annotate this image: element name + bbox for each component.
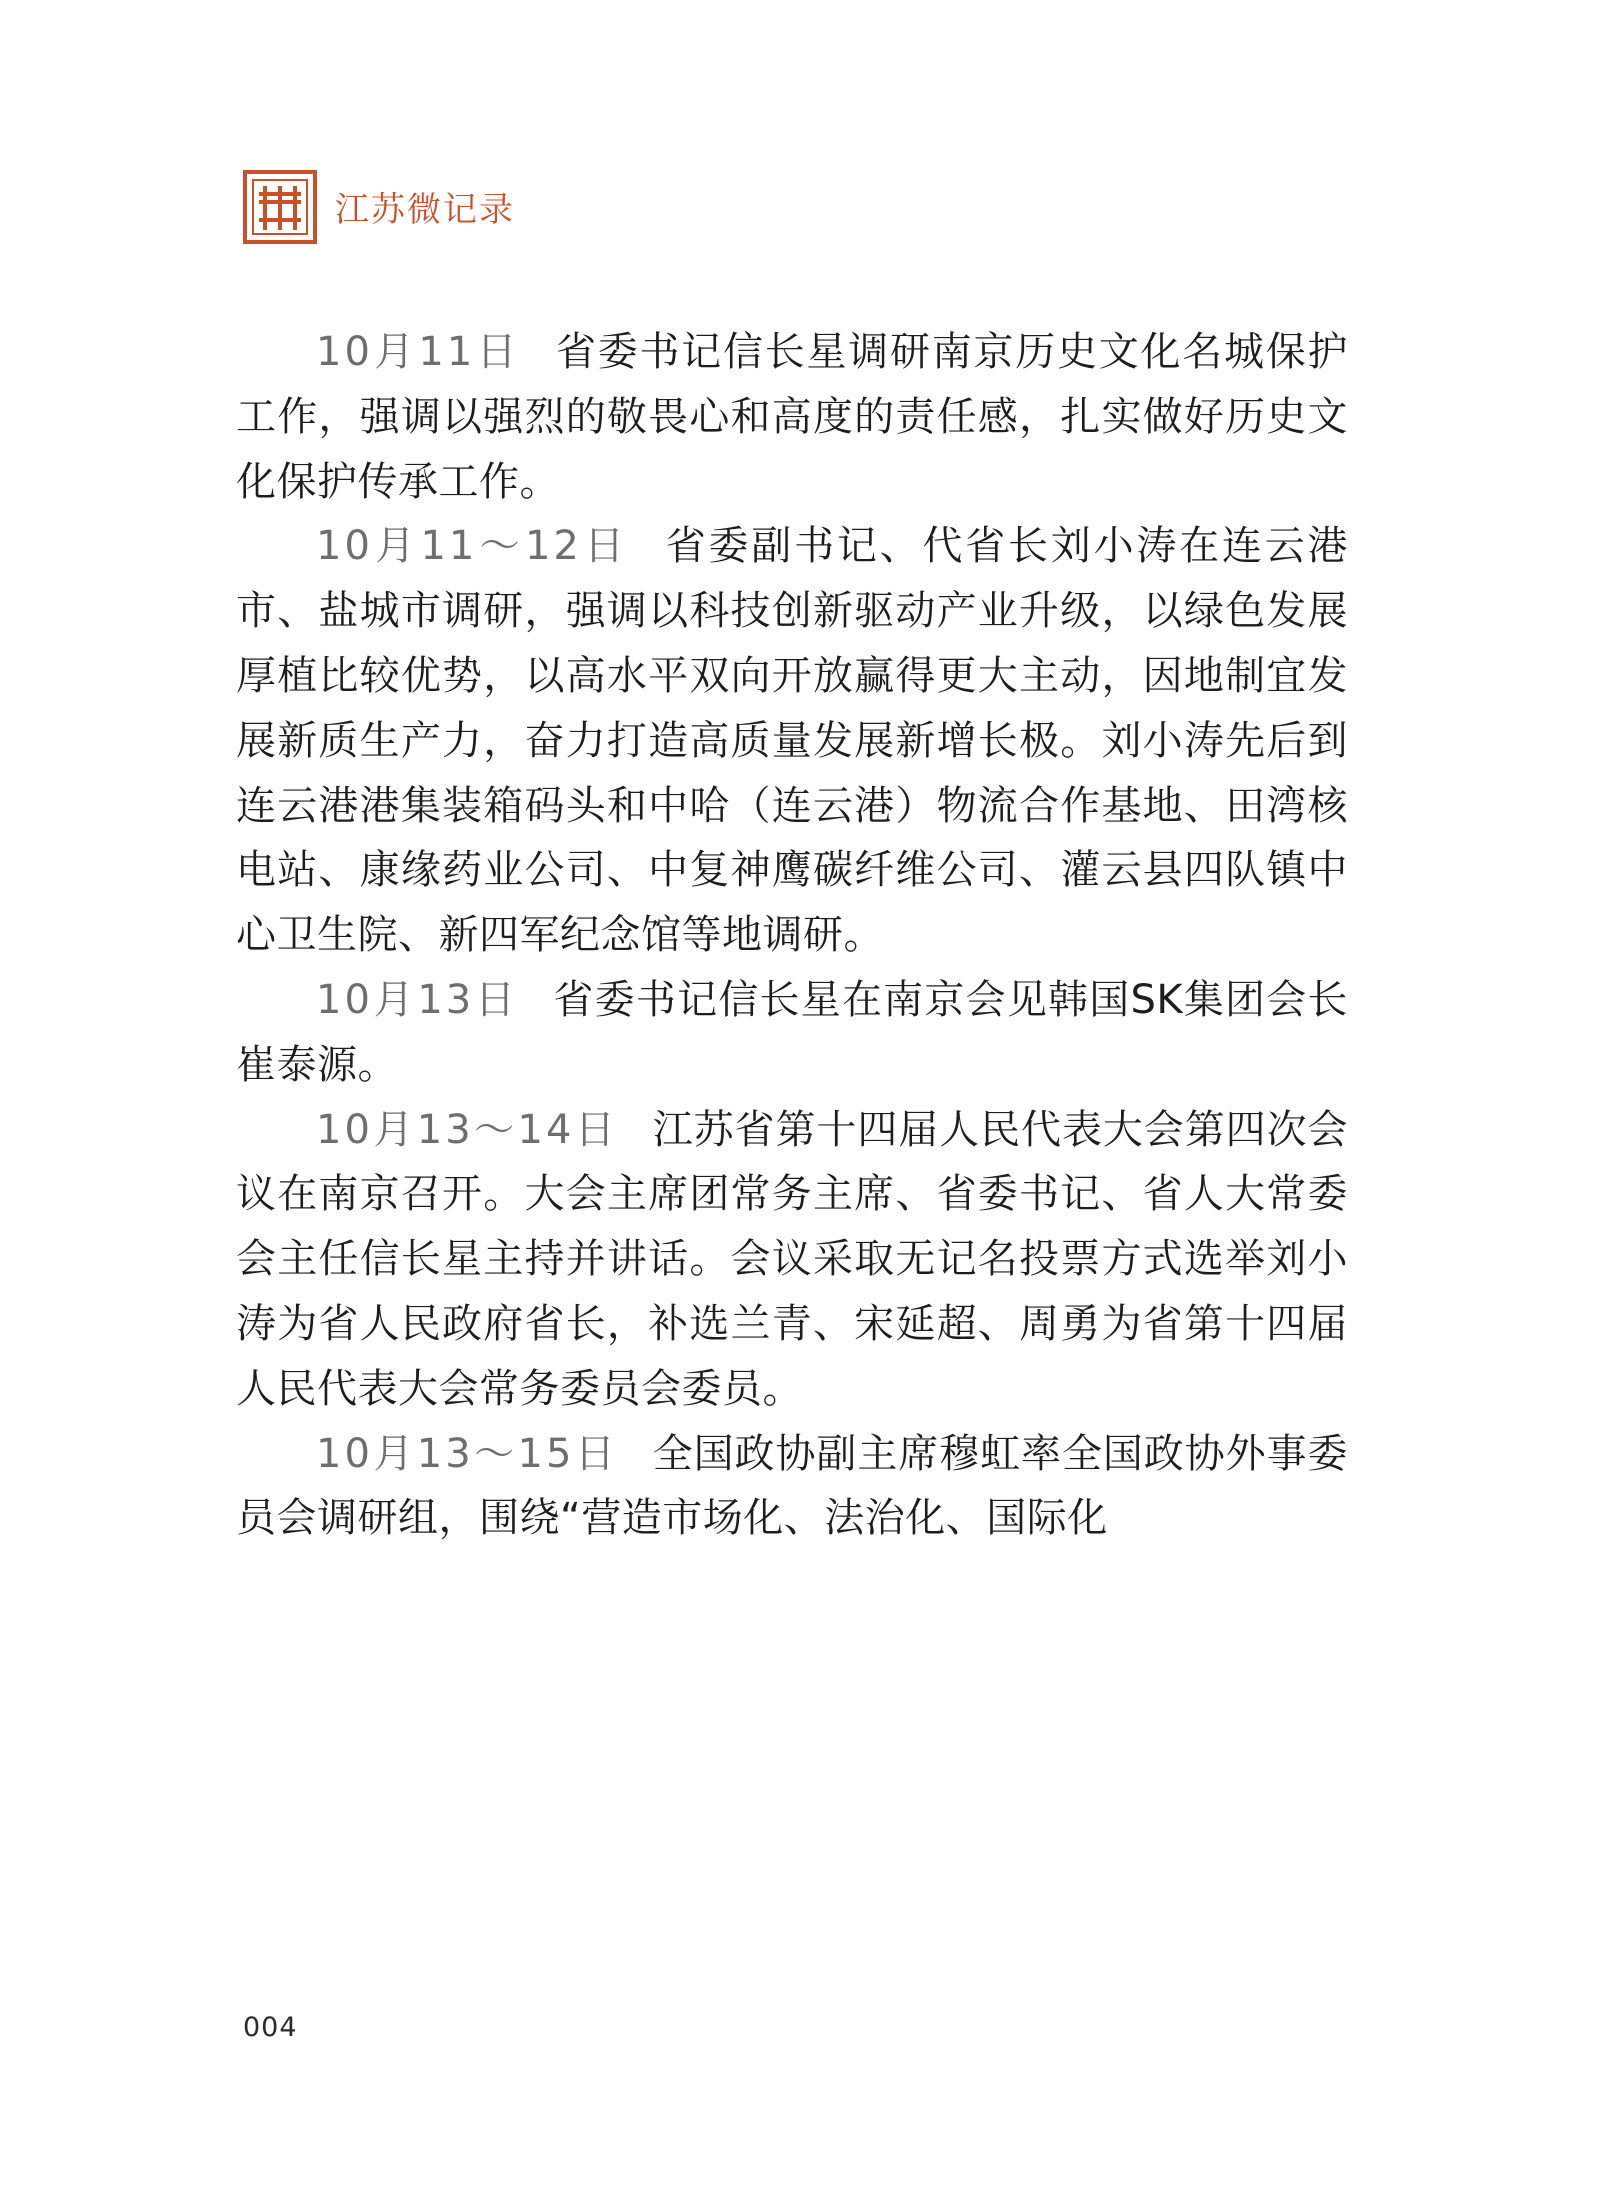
entry-text: 江苏省第十四届人民代表大会第四次会议在南京召开。大会主席团常务主席、省委书记、省人大常委会主任信长星主持并讲话。会议采取无记名投票方式选举刘小涛为省人民政府省长，补选兰青、宋延超、周勇为省第十四届人民代表大会常务委员会委员。 (236, 1106, 1349, 1412)
entry-text: 省委副书记、代省长刘小涛在连云港市、盐城市调研，强调以科技创新驱动产业升级，以绿色发展厚植比较优势，以高水平双向开放赢得更大主动，因地制宜发展新质生产力，奋力打造高质量发展新增长极。刘小涛先后到连云港港集装箱码头和中哈（连云港）物流合作基地、田湾核电站、康缘药业公司、中复神鹰碳纤维公司、灌云县四队镇中心卫生院、新四军纪念馆等地调研。 (236, 523, 1349, 959)
entry-date: 10月13～15日 (316, 1430, 619, 1477)
entry-date: 10月13～14日 (316, 1106, 619, 1153)
entry-text: 省委书记信长星在南京会见韩国SK集团会长崔泰源。 (236, 976, 1349, 1088)
entry-date: 10月11日 (316, 329, 521, 375)
entry-text: 全国政协副主席穆虹率全国政协外事委员会调研组，围绕“营造市场化、法治化、国际化 (236, 1430, 1349, 1542)
seal-stamp-icon (243, 170, 317, 244)
paragraph (236, 320, 1348, 514)
paragraph (236, 968, 1348, 1098)
article-body (236, 320, 1348, 1551)
page-header (243, 170, 515, 244)
entry-text: 省委书记信长星调研南京历史文化名城保护工作，强调以强烈的敬畏心和高度的责任感，扎实做好历史文化保护传承工作。 (236, 329, 1349, 505)
entry-date: 10月11～12日 (316, 523, 630, 570)
entry-date: 10月13日 (316, 976, 519, 1023)
paragraph (236, 514, 1348, 968)
header-title: 江苏微记录 (335, 190, 515, 230)
paragraph (236, 1422, 1348, 1552)
paragraph (236, 1098, 1348, 1422)
page-number: 004 (243, 2012, 298, 2043)
